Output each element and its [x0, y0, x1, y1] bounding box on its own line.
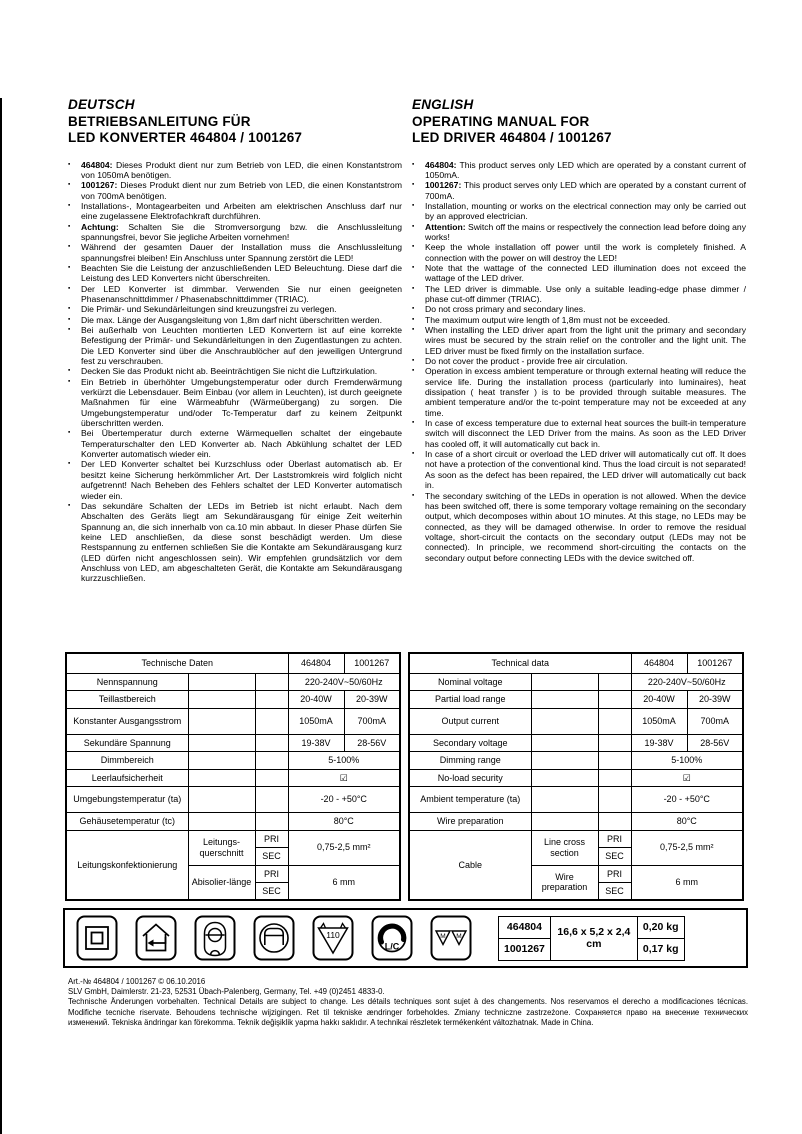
oval-lamp-circle-icon	[194, 915, 236, 961]
bullet-marker: ▪	[68, 181, 71, 189]
list-item-text: In case of excess temperature due to external heat sources the built-in temperature switch will disconnect the LED Driver from the mains. As soon as the LED Driver has cooled off, it will automatically cut back in.	[425, 418, 746, 449]
empty-cell	[531, 708, 598, 734]
list-item	[412, 304, 746, 314]
list-item	[68, 263, 402, 284]
bullet-marker: ▪	[412, 263, 415, 271]
list-item	[412, 263, 746, 284]
list-item	[68, 501, 402, 584]
bullet-marker: ▪	[68, 243, 71, 251]
empty-cell	[188, 708, 255, 734]
cable-sub-label: Wire preparation	[531, 865, 598, 900]
product-dimensions-table	[498, 916, 685, 961]
row-value: 220-240V~50/60Hz	[631, 673, 743, 691]
class-ii-double-square-icon	[76, 915, 118, 961]
bullet-marker: ▪	[68, 222, 71, 230]
empty-cell	[531, 691, 598, 709]
bullet-marker: ▪	[68, 460, 71, 468]
empty-cell	[255, 769, 288, 787]
list-item	[412, 242, 746, 263]
row-value: 700mA	[687, 708, 743, 734]
bullet-marker: ▪	[68, 429, 71, 437]
footer-company-line: SLV GmbH, Daimlerstr. 21-23, 52531 Übach-Palenberg, Germany, Tel. +49 (0)2451 4833-0.	[68, 987, 385, 997]
row-label: Gehäusetemperatur (tc)	[66, 813, 188, 831]
bullet-marker: ▪	[412, 305, 415, 313]
table-title-de: Technische Daten	[66, 653, 288, 673]
product-weight-1: 0,20 kg	[637, 916, 684, 938]
bullet-marker: ▪	[412, 326, 415, 333]
empty-cell	[598, 734, 631, 752]
row-value: -20 - +50°C	[631, 787, 743, 813]
list-item-text: In case of a short circuit or overload the LED driver will automatically cut off. It does not have a protection of the conventional kind. Thus the load circuit is not separated! As soon as the defect has been repaired, the LED driver will automatically cut back in.	[425, 449, 746, 491]
list-item-text: Während der gesamten Dauer der Installation muss die Anschlussleitung spannungsfrei bleiben! Ein Anschluss unter Spannung zerstört die LED!	[81, 242, 402, 263]
empty-cell	[531, 787, 598, 813]
product-dimensions: 16,6 x 5,2 x 2,4 cm	[550, 916, 637, 960]
list-item	[412, 356, 746, 366]
row-label: Partial load range	[409, 691, 531, 709]
footer	[68, 977, 748, 1028]
list-item-text: Note that the wattage of the connected LED illumination does not exceed the wattage of the LED driver.	[425, 262, 746, 284]
row-value: 700mA	[344, 708, 400, 734]
circle-arch-icon	[253, 915, 295, 961]
row-value: 80°C	[288, 813, 400, 831]
cable-sub-label: Leitungs-querschnitt	[188, 830, 255, 865]
row-label: No-load security	[409, 769, 531, 787]
row-value: 80°C	[631, 813, 743, 831]
bullet-marker: ▪	[412, 222, 415, 230]
row-label: Nominal voltage	[409, 673, 531, 691]
list-item-text: Beachten Sie die Leistung der anzuschließenden LED Beleuchtung. Diese darf die Leistung des LED Konverters nicht überschreiten.	[81, 262, 402, 284]
row-value: 20-40W	[288, 691, 344, 709]
row-label: Sekundäre Spannung	[66, 734, 188, 752]
footer-legal-line: Technische Änderungen vorbehalten. Technical Details are subject to change. Les détails techniques sont sujet à des changements. Nos reservamos el derecho a modificaciones técnicas. Modifiche tecniche riservate. Behoudens technische wijzigingen. Ret til tekniske ændringer forbeholdes. Zmiany techniczne zastrzeżone. Сохраняется право на внесение технических изменений. Tekniska ändringar kan förekomma. Teknik değişiklik yapma hakkı saklıdır. A technikai részletek termékenként változhatnak. Made in China.	[68, 997, 748, 1027]
col-header-1001267: 1001267	[344, 653, 400, 673]
row-label: Ambient temperature (ta)	[409, 787, 531, 813]
sec-cell: SEC	[255, 848, 288, 866]
list-item-text: 1001267: This product serves only LED which are operated by a constant current of 700mA.	[425, 180, 746, 201]
bullet-marker: ▪	[68, 315, 71, 323]
row-value: 1050mA	[631, 708, 687, 734]
empty-cell	[188, 813, 255, 831]
empty-cell	[598, 691, 631, 709]
product-id-1: 464804	[499, 916, 551, 938]
sec-cell: SEC	[598, 883, 631, 901]
col-header-464804: 464804	[631, 653, 687, 673]
row-label: Konstanter Ausgangsstrom	[66, 708, 188, 734]
cable-section-label: Leitungskonfektionierung	[66, 830, 188, 900]
pri-cell: PRI	[598, 865, 631, 883]
list-item	[68, 366, 402, 376]
bullet-marker: ▪	[412, 357, 415, 365]
list-item-text: Das sekundäre Schalten der LEDs im Betrieb ist nicht erlaubt. Nach dem Abschalten des Geräts liegt am Sekundärausgang für einige Zeit weiterhin Spannung an, die sich innerhalb von ca.10 min abbaut. In dieser Phase dürfen Sie keine LED anschließen, da diese sonst beschädigt werden. Um diese Restspannung zu entfernen schließen Sie die Kontakte am Sekundärausgang kurz (LED dürfen nicht angeschlossen sein). Wir empfehlen grundsätzlich vor dem Anschluss von LED, am abgeschalteten Gerät, die Kontakte am Sekundärausgang kurzzuschließen.	[81, 500, 402, 584]
empty-cell	[531, 752, 598, 770]
bullet-marker: ▪	[412, 450, 415, 458]
triangle-110-icon	[312, 915, 354, 961]
section-heading-en	[412, 97, 746, 147]
product-id-2: 1001267	[499, 938, 551, 960]
house-arrow-icon	[135, 915, 177, 961]
col-header-1001267: 1001267	[687, 653, 743, 673]
title-line-en-1: OPERATING MANUAL FOR	[412, 113, 590, 129]
empty-cell	[598, 787, 631, 813]
german-section	[68, 97, 402, 584]
list-item	[68, 428, 402, 459]
list-item	[412, 201, 746, 222]
list-item	[68, 160, 402, 181]
list-item	[412, 418, 746, 449]
technical-data-table-de	[65, 652, 401, 901]
row-label: Dimming range	[409, 752, 531, 770]
pri-cell: PRI	[598, 830, 631, 848]
list-item	[412, 315, 746, 325]
sec-cell: SEC	[255, 883, 288, 901]
row-value: 20-39W	[344, 691, 400, 709]
list-item-text: The LED driver is dimmable. Use only a suitable leading-edge phase dimmer / phase cut-off dimmer (TRIAC).	[425, 283, 746, 304]
empty-cell	[598, 708, 631, 734]
list-item-text: Attention: Switch off the mains or respectively the connection lead before doing any works!	[425, 221, 746, 242]
row-label: Output current	[409, 708, 531, 734]
empty-cell	[255, 708, 288, 734]
empty-cell	[598, 752, 631, 770]
empty-cell	[255, 752, 288, 770]
list-item	[412, 366, 746, 418]
row-value: 20-39W	[687, 691, 743, 709]
empty-cell	[598, 673, 631, 691]
row-label: Umgebungstemperatur (ta)	[66, 787, 188, 813]
list-item-text: Do not cross primary and secondary lines.	[425, 304, 586, 315]
row-value: -20 - +50°C	[288, 787, 400, 813]
dimmer-lc-label: L/C	[384, 941, 400, 952]
list-item	[412, 449, 746, 490]
bullet-marker: ▪	[412, 315, 415, 323]
empty-cell	[188, 673, 255, 691]
bullet-marker: ▪	[68, 305, 71, 313]
pri-cell: PRI	[255, 830, 288, 848]
empty-cell	[531, 813, 598, 831]
bullet-marker: ▪	[68, 326, 71, 333]
empty-cell	[531, 769, 598, 787]
empty-cell	[188, 769, 255, 787]
row-label: Nennspannung	[66, 673, 188, 691]
cable-value: 6 mm	[631, 865, 743, 900]
list-item	[412, 325, 746, 356]
cable-value: 0,75-2,5 mm²	[631, 830, 743, 865]
list-item-text: Der LED Konverter schaltet bei Kurzschluss oder Überlast automatisch ab. Er besitzt keine Sicherung herkömmlicher Art. Der Laststromkreis wird folglich nicht aufgetrennt! Nach Beheben des Fehlers schaltet der LED Konverter automatisch wieder ein.	[81, 459, 402, 501]
row-value: 28-56V	[344, 734, 400, 752]
checkbox-checked: ☑	[631, 769, 743, 787]
row-value: 19-38V	[631, 734, 687, 752]
double-triangle-m-icon	[430, 915, 472, 961]
pri-cell: PRI	[255, 865, 288, 883]
bullet-marker: ▪	[68, 367, 71, 375]
empty-cell	[531, 673, 598, 691]
list-item-text: Bei Übertemperatur durch externe Wärmequellen schaltet der eingebaute Temperaturschalter den LED Konverter ab. Nach Abkühlung schaltet der LED Konverter automatisch wieder ein.	[81, 428, 402, 460]
bullet-marker: ▪	[412, 284, 415, 292]
bullet-marker: ▪	[412, 160, 415, 168]
language-label-en: ENGLISH	[412, 97, 474, 112]
bullet-marker: ▪	[68, 160, 71, 168]
row-label: Secondary voltage	[409, 734, 531, 752]
table-title-en: Technical data	[409, 653, 631, 673]
title-line-de-2: LED KONVERTER 464804 / 1001267	[68, 130, 303, 145]
empty-cell	[188, 787, 255, 813]
bullet-marker: ▪	[68, 263, 71, 271]
bullet-marker: ▪	[68, 201, 71, 209]
empty-cell	[255, 787, 288, 813]
list-item	[412, 160, 746, 181]
cable-sub-label: Line cross section	[531, 830, 598, 865]
list-item-text: 464804: This product serves only LED which are operated by a constant current of 1050mA.	[425, 159, 746, 180]
bullet-marker: ▪	[412, 419, 415, 427]
row-value: 5-100%	[631, 752, 743, 770]
title-line-en-2: LED DRIVER 464804 / 1001267	[412, 130, 612, 145]
list-item-text: Do not cover the product - provide free air circulation.	[425, 356, 628, 367]
empty-cell	[255, 691, 288, 709]
empty-cell	[188, 691, 255, 709]
symbol-strip	[63, 908, 748, 968]
row-label: Wire preparation	[409, 813, 531, 831]
list-item-text: Operation in excess ambient temperature or through external heating will reduce the service life. During the installation process (particularly into luminaires), heat dissipation ( heat transfer ) is to be provided through suitable measures. The ambient temperature and/or the tc-point temperature may not be exceeded at any time.	[425, 366, 746, 418]
list-item	[412, 284, 746, 305]
bullet-list-de	[68, 160, 402, 584]
list-item-text: Der LED Konverter ist dimmbar. Verwenden Sie nur einen geeigneten Phasenanschnittdimmer / Phasenabschnittdimmer (TRIAC).	[81, 283, 402, 304]
bullet-list-en	[412, 160, 746, 563]
language-label-de: DEUTSCH	[68, 97, 135, 112]
empty-cell	[188, 734, 255, 752]
bullet-marker: ▪	[412, 201, 415, 209]
list-item-text: Die Primär- und Sekundärleitungen sind kreuzungsfrei zu verlegen.	[81, 304, 337, 315]
empty-cell	[531, 734, 598, 752]
dimmer-lc-icon	[371, 915, 413, 961]
list-item-text: Installations-, Montagearbeiten und Arbeiten am elektrischen Anschluss darf nur eine zugelassene Elektrofachkraft durchführen.	[81, 200, 402, 222]
list-item	[68, 377, 402, 429]
empty-cell	[255, 734, 288, 752]
list-item	[68, 201, 402, 222]
bullet-marker: ▪	[68, 284, 71, 292]
list-item-text: The maximum output wire length of 1,8m must not be exceeded.	[425, 314, 671, 325]
list-item	[412, 491, 746, 563]
list-item	[68, 304, 402, 314]
technical-data-table-en	[408, 652, 744, 901]
list-item-text: Bei außerhalb von Leuchten montierten LED Konvertern ist auf eine korrekte Befestigung der Primär- und Sekundärleitungen in den Zugentlastungen zu achten. Die LED Konverter sind über die Anschraublöcher auf den jeweiligen Untergrund fest zu verschrauben.	[81, 325, 402, 367]
english-section	[412, 97, 746, 563]
bullet-marker: ▪	[412, 491, 415, 499]
list-item	[68, 222, 402, 243]
row-value: 19-38V	[288, 734, 344, 752]
row-label: Leerlaufsicherheit	[66, 769, 188, 787]
list-item-text: 464804: Dieses Produkt dient nur zum Betrieb von LED, die einen Konstantstrom von 1050mA benötigen.	[81, 159, 402, 180]
list-item-text: Ein Betrieb in überhöhter Umgebungstemperatur oder durch Fremderwärmung verkürzt die Lebensdauer. Beim Einbau (vor allem in Leuchten), ist durch geeignete Maßnahmen für eine Wärmeabfuhr (Wärmeübergang) zu sorgen. Die Umgebungstemperatur und/oder Tc-Temperatur darf zu keinem Zeitpunkt überschritten werden.	[81, 376, 402, 429]
row-label: Dimmbereich	[66, 752, 188, 770]
triangle-m-label-2: M	[456, 933, 462, 940]
row-label: Teillastbereich	[66, 691, 188, 709]
list-item-text: Die max. Länge der Ausgangsleitung von 1,8m darf nicht überschritten werden.	[81, 314, 382, 325]
triangle-110-label: 110	[326, 930, 340, 940]
list-item-text: The secondary switching of the LEDs in operation is not allowed. When the device has been switched off, there is some temporary voltage remaining on the secondary output, which decomposes within about 1O minutes. At this stage, no LEDs may be connected, as they will be damaged otherwise. In order to remove the residual voltage, short-circuit the contacts on the secondary output (LEDs may not be connected). In principle, we recommend short-circuiting the contacts on the secondary output before connecting LEDs with the device switched off.	[425, 490, 746, 563]
list-item-text: Achtung: Schalten Sie die Stromversorgung bzw. die Anschlussleitung spannungsfrei, bevor Sie jegliche Arbeiten vornehmen!	[81, 221, 402, 242]
list-item-text: Decken Sie das Produkt nicht ab. Beeinträchtigen Sie nicht die Luftzirkulation.	[81, 366, 378, 377]
triangle-m-label-1: M	[440, 933, 446, 940]
cable-sub-label: Abisolier-länge	[188, 865, 255, 900]
sec-cell: SEC	[598, 848, 631, 866]
title-line-de-1: BETRIEBSANLEITUNG FÜR	[68, 113, 251, 129]
bullet-marker: ▪	[412, 181, 415, 189]
empty-cell	[598, 813, 631, 831]
list-item	[68, 459, 402, 500]
row-value: 20-40W	[631, 691, 687, 709]
empty-cell	[255, 813, 288, 831]
page-edge-mark	[0, 98, 2, 1134]
product-weight-2: 0,17 kg	[637, 938, 684, 960]
col-header-464804: 464804	[288, 653, 344, 673]
list-item-text: 1001267: Dieses Produkt dient nur zum Betrieb von LED, die einen Konstantstrom von 700mA benötigen.	[81, 180, 402, 201]
bullet-marker: ▪	[68, 377, 71, 385]
list-item	[412, 222, 746, 243]
bullet-marker: ▪	[68, 501, 71, 509]
row-value: 220-240V~50/60Hz	[288, 673, 400, 691]
section-heading-de	[68, 97, 402, 147]
row-value: 1050mA	[288, 708, 344, 734]
list-item	[68, 284, 402, 305]
list-item-text: When installing the LED driver apart from the light unit the primary and secondary wires must be secured by the strain relief on the controller and the light unit. The LED driver must be fixed firmly on the installation surface.	[425, 325, 746, 356]
list-item	[68, 325, 402, 366]
list-item	[68, 315, 402, 325]
bullet-marker: ▪	[412, 243, 415, 251]
empty-cell	[188, 752, 255, 770]
list-item	[68, 180, 402, 201]
list-item	[68, 242, 402, 263]
list-item	[412, 180, 746, 201]
row-value: 5-100%	[288, 752, 400, 770]
list-item-text: Installation, mounting or works on the electrical connection may only be carried out by an approved electrician.	[425, 200, 746, 222]
list-item-text: Keep the whole installation off power until the work is completely finished. A connection with the power on will destroy the LED!	[425, 242, 746, 263]
checkbox-checked: ☑	[288, 769, 400, 787]
row-value: 28-56V	[687, 734, 743, 752]
empty-cell	[598, 769, 631, 787]
bullet-marker: ▪	[412, 367, 415, 375]
cable-value: 6 mm	[288, 865, 400, 900]
cable-section-label: Cable	[409, 830, 531, 900]
footer-article-line: Art.-№ 464804 / 1001267 © 06.10.2016	[68, 977, 206, 986]
empty-cell	[255, 673, 288, 691]
cable-value: 0,75-2,5 mm²	[288, 830, 400, 865]
